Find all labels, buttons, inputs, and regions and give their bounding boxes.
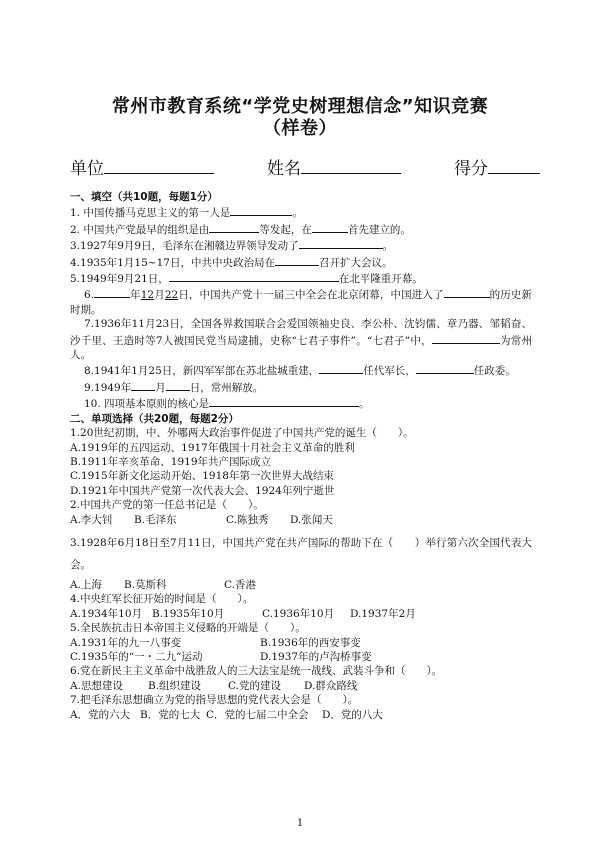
section-fill-heading: 一、填空（共10题，每题1分） [70, 191, 218, 203]
fill-question-6: 6. 年12月22日，中国共产党十一届三中全会在北京闭幕，中国进入了 的历史新时期。 [70, 286, 532, 317]
fill-question-5: 5.1949年9月21日， 在北平隆重开幕。 [70, 270, 532, 286]
choice-option[interactable]: C.党的建设 [228, 679, 281, 692]
answer-blank[interactable] [444, 286, 490, 298]
answer-blank[interactable] [166, 379, 190, 391]
answer-blank[interactable] [209, 221, 259, 233]
choice-question-5-options [70, 650, 532, 664]
choice-option[interactable]: A.1934年10月 [70, 607, 143, 620]
choice-option[interactable]: B.毛泽东 [134, 513, 177, 526]
answer-blank[interactable] [131, 379, 155, 391]
choice-option[interactable]: C.1935年的“一・二九”运动 [70, 650, 203, 663]
answer-blank[interactable] [312, 221, 348, 233]
choice-question-4-options [70, 607, 532, 621]
answer-blank[interactable] [169, 270, 339, 282]
answer-blank[interactable] [432, 332, 500, 344]
candidate-info-row [70, 154, 540, 179]
answer-blank[interactable] [319, 362, 363, 374]
exam-title: 常州市教育系统“学党史树理想信念”知识竞赛 [111, 96, 489, 117]
name-label: 姓名 [267, 159, 301, 179]
choice-option[interactable]: A．党的六大 [70, 708, 131, 721]
name-blank[interactable] [301, 159, 401, 174]
choice-option[interactable]: D.1937年的卢沟桥事变 [260, 650, 372, 663]
unit-label: 单位 [70, 159, 104, 179]
fill-question-9: 9.1949年 月 日，常州解放。 [70, 379, 532, 395]
answer-blank[interactable] [275, 254, 319, 266]
score-field[interactable] [454, 154, 540, 179]
score-blank[interactable] [488, 159, 540, 174]
choice-question-7-stem: 7.把毛泽东思想确立为党的指导思想的党代表大会是（ ）。 [70, 694, 359, 707]
choice-question-6-stem: 6.党在新民主主义革命中战胜敌人的三大法宝是统一战线、武装斗争和（ ）。 [70, 665, 443, 678]
choice-question-3-stem: 3.1928年6月18日至7月11日，中国共产党在共产国际的帮助下在（ ）举行第六次全国代表大会。 [70, 536, 532, 571]
choice-option[interactable]: D.群众路线 [304, 679, 358, 692]
choice-question-2-stem: 2.中国共产党的第一任总书记是（ ）。 [70, 499, 264, 512]
choice-option[interactable]: B.1936年的西安事变 [260, 636, 361, 649]
answer-blank[interactable] [230, 204, 292, 216]
choice-option[interactable]: D.1921年中国共产党第一次代表大会、1924年列宁逝世 [70, 484, 335, 497]
choice-option[interactable]: C.香港 [224, 578, 256, 591]
score-label: 得分 [454, 159, 488, 179]
unit-blank[interactable] [104, 159, 214, 174]
choice-option[interactable]: B.组织建设 [148, 679, 202, 692]
choice-question-2-options [70, 513, 532, 527]
section-choice-heading: 二、单项选择（共20题，每题2分） [70, 412, 239, 425]
choice-option[interactable]: A.思想建设 [70, 679, 123, 692]
choice-option[interactable]: B.莫斯科 [124, 578, 167, 591]
answer-blank[interactable] [209, 395, 359, 407]
choice-option[interactable]: B.1911年辛亥革命、1919年共产国际成立 [70, 455, 271, 468]
choice-option[interactable]: C．党的七届二中全会 [206, 708, 309, 721]
choice-option[interactable]: A.李大钊 [70, 513, 113, 526]
choice-question-7-options [70, 708, 532, 722]
fill-question-8: 8.1941年1月25日，新四军军部在苏北盐城重建， 任代军长， 任政委。 [70, 362, 532, 378]
unit-field[interactable] [70, 154, 214, 179]
choice-option[interactable]: D．党的八大 [322, 708, 383, 721]
choice-option[interactable]: D.张闻天 [290, 513, 333, 526]
answer-blank[interactable] [416, 362, 474, 374]
choice-option[interactable]: C.1915年新文化运动开始、1918年第一次世界大战结束 [70, 470, 334, 483]
fill-question-7: 7.1936年11月23日，全国各界救国联合会爱国领袖史良、李公朴、沈钧儒、章乃器、邹韬奋、沙千里、王造时等7人被国民党当局逮捕，史称“七君子事件”。“七君子”中， 为常州人。 [70, 318, 533, 362]
exam-subtitle: （样卷） [263, 118, 337, 139]
page-number: 1 [296, 818, 304, 829]
choice-option[interactable]: C.1936年10月 [262, 607, 335, 620]
choice-question-6-options [70, 679, 532, 693]
fill-question-3: 3.1927年9月9日，毛泽东在湘赣边界领导发动了 。 [70, 237, 532, 253]
fill-question-2: 2. 中国共产党最早的组织是由 等发起，在 首先建立的。 [70, 221, 532, 237]
choice-question-5-options [70, 636, 532, 650]
choice-option[interactable]: A.1931年的九一八事变 [70, 636, 182, 649]
choice-option[interactable]: A.1919年的五四运动、1917年俄国十月社会主义革命的胜利 [70, 441, 355, 454]
choice-option[interactable]: D.1937年2月 [350, 607, 416, 620]
choice-option[interactable]: B.1935年10月 [152, 607, 225, 620]
choice-option[interactable]: B．党的七大 [140, 708, 201, 721]
choice-question-3-options [70, 578, 532, 592]
answer-blank[interactable] [94, 286, 130, 298]
exam-content [70, 190, 532, 722]
choice-option[interactable]: C.陈独秀 [226, 513, 269, 526]
name-field[interactable] [267, 154, 401, 179]
choice-option[interactable]: A.上海 [70, 578, 102, 591]
choice-question-4-stem: 4.中央红军长征开始的时间是（ ）。 [70, 593, 254, 606]
fill-question-4: 4.1935年1月15~17日，中共中央政治局在 召开扩大会议。 [70, 254, 532, 270]
choice-question-1-stem: 1.20世纪初期，中、外哪两大政治事件促进了中国共产党的诞生（ ）。 [70, 427, 414, 440]
answer-blank[interactable] [299, 237, 383, 249]
fill-question-1: 1. 中国传播马克思主义的第一人是 。 [70, 204, 532, 220]
fill-question-10: 10. 四项基本原则的核心是 。 [70, 395, 532, 411]
choice-question-5-stem: 5.全民族抗击日本帝国主义侵略的开端是（ ）。 [70, 622, 306, 635]
